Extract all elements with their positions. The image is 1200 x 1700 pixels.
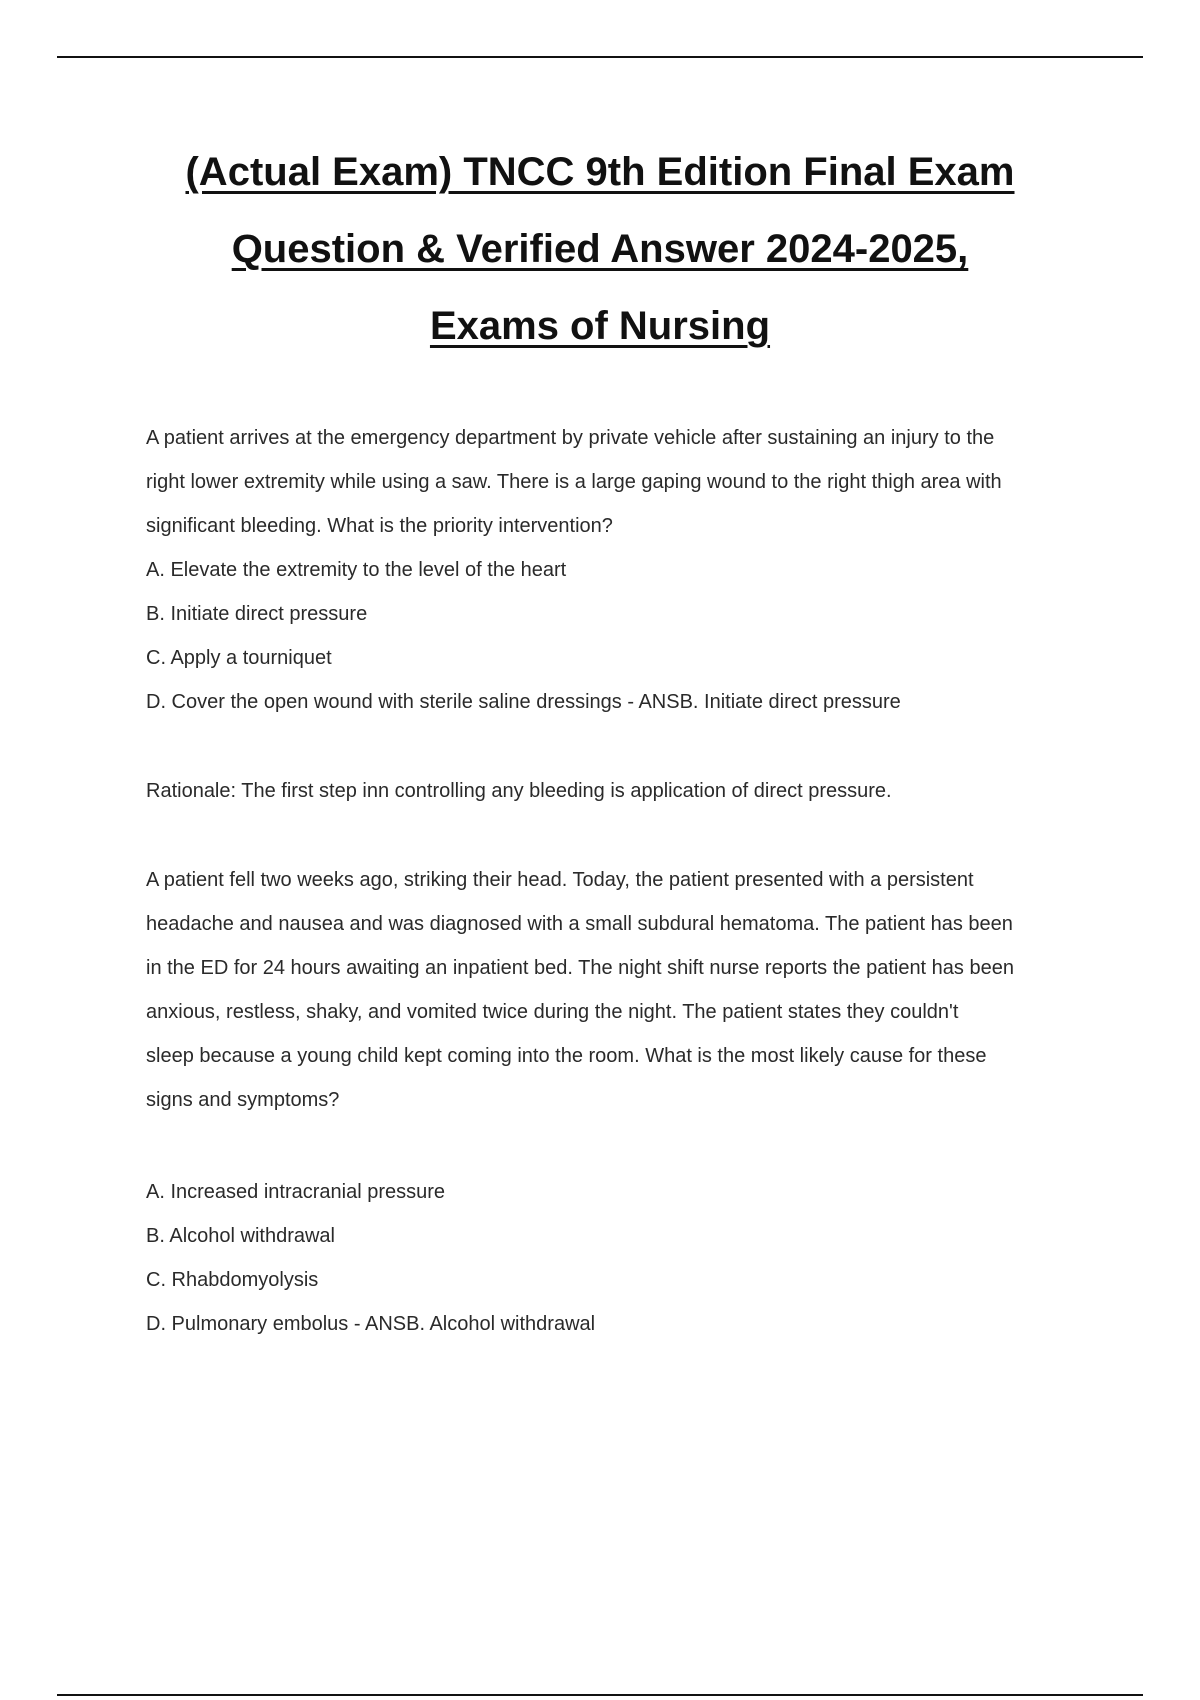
question-2-options [146,1170,1096,1346]
question-2-option-b: B. Alcohol withdrawal [146,1225,335,1247]
question-2-stem-line: A patient fell two weeks ago, striking their head. Today, the patient presented with a persistent [146,869,974,891]
question-1-option-b: B. Initiate direct pressure [146,603,368,625]
title-line: Question & Verified Answer 2024-2025, [231,227,969,271]
question-2-option-c: C. Rhabdomyolysis [146,1269,319,1291]
title-line: Exams of Nursing [429,304,771,348]
title-line: (Actual Exam) TNCC 9th Edition Final Exam [185,150,1015,194]
question-1-stem-line: right lower extremity while using a saw. There is a large gaping wound to the right thigh area with [146,471,1002,493]
question-2-stem-line: headache and nausea and was diagnosed with a small subdural hematoma. The patient has been [146,913,1013,935]
question-1-option-d-answer: D. Cover the open wound with sterile saline dressings - ANSB. Initiate direct pressure [146,691,901,713]
question-2-stem-line: signs and symptoms? [146,1089,340,1111]
question-2-option-d-answer: D. Pulmonary embolus - ANSB. Alcohol withdrawal [146,1313,596,1335]
rationale-text: Rationale: The first step inn controlling any bleeding is application of direct pressure. [146,780,892,802]
page-title [100,134,1100,365]
question-2-stem-line: sleep because a young child kept coming into the room. What is the most likely cause for these [146,1045,987,1067]
question-1-rationale [146,769,1096,813]
question-1-stem-line: A patient arrives at the emergency department by private vehicle after sustaining an injury to the [146,427,995,449]
question-1-option-a: A. Elevate the extremity to the level of the heart [146,559,567,581]
question-1-stem-line: significant bleeding. What is the priority intervention? [146,515,613,537]
question-1 [146,416,1096,724]
question-2-option-a: A. Increased intracranial pressure [146,1181,446,1203]
top-rule [57,56,1143,58]
question-2-stem-line: in the ED for 24 hours awaiting an inpatient bed. The night shift nurse reports the patient has been [146,957,1014,979]
question-2 [146,858,1096,1122]
bottom-rule [57,1694,1143,1696]
question-1-option-c: C. Apply a tourniquet [146,647,332,669]
question-2-stem-line: anxious, restless, shaky, and vomited twice during the night. The patient states they couldn't [146,1001,959,1023]
